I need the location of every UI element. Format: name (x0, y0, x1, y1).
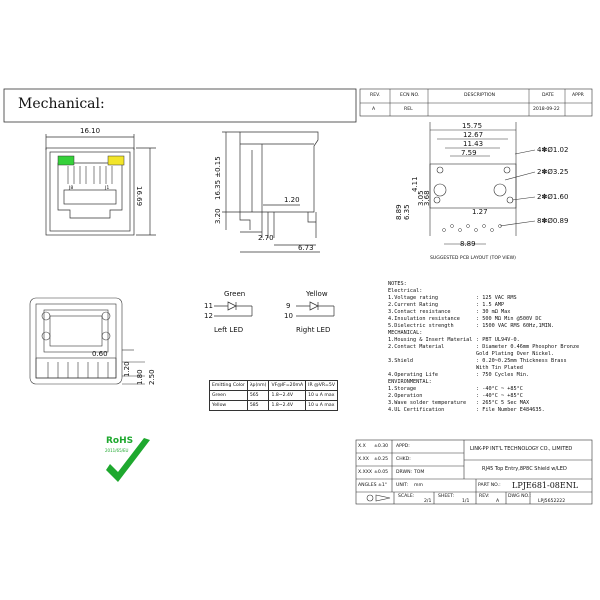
tol-value-2: ±0.25 (374, 457, 389, 462)
part-description: RJ45 Top Entry,8P8C Shield w/LED (482, 466, 567, 472)
led-green-label: Green (224, 290, 246, 298)
led-green-pin-a: 11 (204, 302, 213, 310)
notes-heading-environmental: ENVIRONMENTAL: (388, 379, 432, 385)
tol-label-3: X.XXX (358, 470, 373, 475)
rev-col-desc: DESCRIPTION (464, 93, 496, 98)
dim-pcb-4-11: 4.11 (411, 176, 419, 192)
note-value: : 1500 VAC RMS 60Hz,1MIN. (476, 323, 555, 329)
led-green-pin-b: 12 (204, 312, 213, 320)
unit-label: UNIT: (396, 483, 409, 488)
note-value: : -40°C ~ +85°C (476, 393, 523, 399)
note-value: : Diameter 0.46mm Phosphor Bronze (476, 344, 580, 350)
tol-label-4: ANGLES (358, 483, 377, 488)
dim-pcb-8-89-v: 8.89 (395, 204, 403, 220)
ecn-value: REL (404, 107, 413, 112)
part-no-label: PART NO.: (478, 483, 501, 488)
pcb-caption: SUGGESTED PCB LAYOUT (TOP VIEW) (430, 256, 516, 261)
dim-pcb-3-68: 3.68 (423, 190, 431, 206)
note-value: : -40°C ~ +85°C (476, 386, 523, 392)
table-cell: 10 u A max (306, 391, 338, 401)
dim-pcb-12-67: 12.67 (463, 131, 484, 139)
dim-side-1-20: 1.20 (284, 196, 300, 204)
note-key: 1.Voltage rating (388, 295, 438, 301)
dim-pcb-6-35: 6.35 (403, 204, 411, 220)
note-key: 1.Storage (388, 386, 417, 392)
notes-heading-electrical: Electrical: (388, 288, 423, 294)
dim-height: 16.69 (135, 186, 143, 207)
dim-side-height: 16.35 ±0.15 (214, 156, 222, 200)
led-yellow-label: Yellow (306, 290, 328, 298)
date-value: 2018-09-22 (533, 107, 560, 112)
dim-pcb-8-89-h: 8.89 (460, 240, 476, 248)
rohs-title: RoHS (106, 436, 134, 446)
dim-bottom-1-80: 1.80 (136, 369, 144, 385)
dwg-label: DWG NO.: (508, 494, 531, 499)
dim-side-2-70: 2.70 (258, 234, 274, 242)
led-green-caption: Left LED (214, 326, 244, 334)
chkd-label: CHKD: (396, 457, 411, 462)
dim-bottom-1-20: 1.20 (123, 361, 131, 377)
note-value: : 750 Cycles Min. (476, 372, 530, 378)
drwn-value: TOM (414, 470, 425, 475)
rev-col-rev: REV. (370, 93, 381, 98)
rev-value: A (372, 107, 376, 112)
unit-value: mm (414, 483, 423, 488)
tol-label-1: X.X (358, 444, 366, 449)
dim-width: 16.10 (80, 127, 101, 135)
dim-pcb-15-75: 15.75 (462, 122, 483, 130)
note-key: 2.Current Rating (388, 302, 438, 308)
table-cell: 1.8~2.4V (269, 391, 306, 401)
note-key: 1.Housing & Insert Material (388, 337, 473, 343)
scale-label: SCALE: (398, 494, 415, 499)
note-key: 3.Contact resistance (388, 309, 451, 315)
hole-spec-2: 2✽Ø3.25 (537, 168, 569, 176)
dim-bottom-0-60: 0.60 (92, 350, 108, 358)
th-color: Emitting Color (210, 381, 248, 391)
table-cell: 10 u A max (306, 401, 338, 411)
rohs-subtitle: 2011/65/EU (105, 448, 129, 453)
dim-side-6-73: 6.73 (298, 244, 314, 252)
note-value: With Tin Plated (476, 365, 523, 371)
hole-spec-3: 2✽Ø1.60 (537, 193, 569, 201)
tol-value-3: ±0.05 (374, 470, 389, 475)
note-value: : 500 MΩ Min @500V DC (476, 316, 542, 322)
note-key: 4.Operating Life (388, 372, 438, 378)
note-value: : 265°C 5 Sec MAX (476, 400, 530, 406)
sheet-value: 1/1 (462, 499, 470, 504)
note-value: : 30 mΩ Max (476, 309, 511, 315)
section-title: Mechanical: (18, 96, 105, 112)
appd-label: APPD: (396, 444, 410, 449)
note-value: : PBT UL94V-0. (476, 337, 520, 343)
table-cell: 1.8~2.4V (269, 401, 306, 411)
th-vf: VF@IF=20mA (269, 381, 306, 391)
dim-pcb-7-59: 7.59 (461, 149, 477, 157)
notes-heading-mechanical: MECHANICAL: (388, 330, 423, 336)
hole-spec-1: 4✽Ø1.02 (537, 146, 569, 154)
label-j8: J8 (69, 186, 74, 191)
led-yellow-pin-b: 10 (284, 312, 293, 320)
note-key: 5.Dielectric strength (388, 323, 454, 329)
table-cell: Green (210, 391, 248, 401)
part-number: LPJE681-08ENL (512, 481, 579, 490)
note-value: : 125 VAC RMS (476, 295, 517, 301)
tol-value-4: ±1° (378, 483, 388, 488)
note-key: 3.Wave solder temperature (388, 400, 467, 406)
table-cell: Yellow (210, 401, 248, 411)
hole-spec-4: 8✽Ø0.89 (537, 217, 569, 225)
note-value: Gold Plating Over Nickel. (476, 351, 555, 357)
dwg-value: LPJ5652222 (538, 499, 566, 504)
sheet-label: SHEET: (438, 494, 455, 499)
note-key: 2.Operation (388, 393, 423, 399)
dim-bottom-2-50: 2.50 (148, 369, 156, 385)
note-value: : 1.5 AMP (476, 302, 505, 308)
rev-col-appr: APPR (572, 93, 584, 98)
rev-label: REV: (479, 494, 490, 499)
rev-value: A (496, 499, 500, 504)
led-yellow-caption: Right LED (296, 326, 331, 334)
rev-col-date: DATE (542, 93, 554, 98)
drwn-label: DRWN: (396, 470, 413, 475)
note-key: 2.Contact Material (388, 344, 445, 350)
rev-col-ecn: ECN NO. (400, 93, 420, 98)
tol-value-1: ±0.30 (374, 444, 389, 449)
table-cell: 565 (247, 391, 269, 401)
company-name: LINK-PP INT'L TECHNOLOGY CO., LIMITED (470, 446, 573, 452)
note-value: : File Number E484635. (476, 407, 545, 413)
table-cell: 585 (247, 401, 269, 411)
note-key: 4.UL Certification (388, 407, 445, 413)
led-yellow-pin-a: 9 (286, 302, 291, 310)
dim-side-3-20: 3.20 (214, 208, 222, 224)
th-wavelength: λp(nm) (247, 381, 269, 391)
scale-value: 2/1 (424, 499, 432, 504)
th-ir: IR @VR=5V (306, 381, 338, 391)
note-key: 4.Insulation resistance (388, 316, 460, 322)
dim-pcb-3-05: 3.05 (417, 190, 425, 206)
dim-pcb-11-43: 11.43 (463, 140, 484, 148)
tol-label-2: X.XX (358, 457, 369, 462)
note-key: 3.Shield (388, 358, 413, 364)
dim-pcb-1-27: 1.27 (472, 208, 488, 216)
label-j1: J1 (105, 186, 110, 191)
notes-title: NOTES: (388, 281, 407, 287)
note-value: : 0.20~0.25mm Thickness Brass (476, 358, 567, 364)
